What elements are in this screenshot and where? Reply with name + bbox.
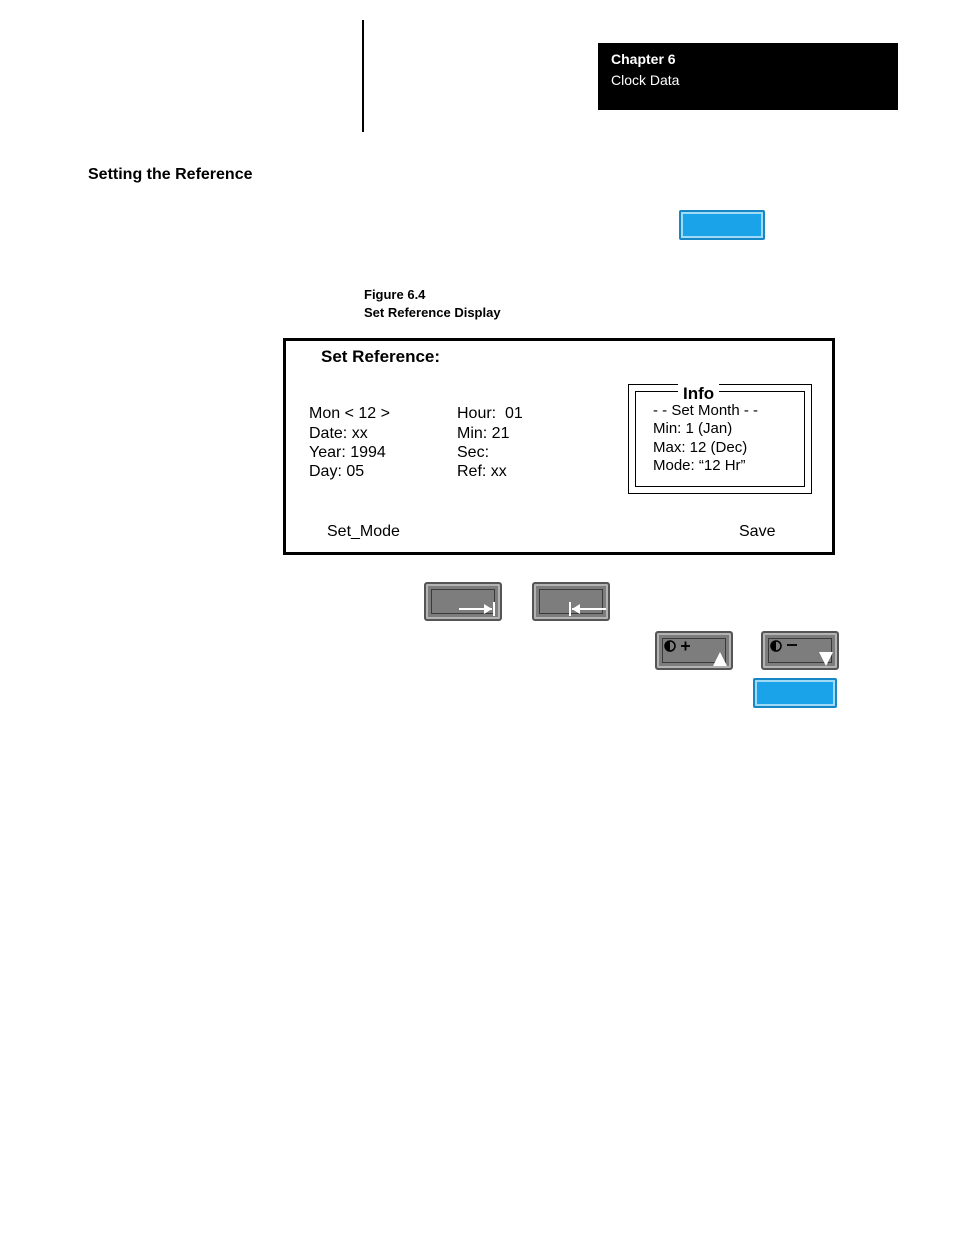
softkey-save[interactable]: Save xyxy=(739,523,776,540)
contrast-plus-up-icon xyxy=(657,633,735,672)
figure-title: Set Reference Display xyxy=(364,305,501,320)
enter-key-button-2[interactable] xyxy=(753,678,837,708)
info-line: Max: 12 (Dec) xyxy=(653,439,748,456)
display-title: Set Reference: xyxy=(321,347,441,366)
month-field: Mon < 12 > xyxy=(309,405,390,422)
date-field: Date: xx xyxy=(309,425,368,442)
tab-right-icon xyxy=(426,584,504,623)
info-line: - - Set Month - - xyxy=(653,402,759,419)
year-field: Year: 1994 xyxy=(309,444,386,461)
set-reference-display xyxy=(283,338,835,555)
chapter-label: Chapter 6 xyxy=(611,51,676,67)
header-divider xyxy=(362,20,364,132)
min-field: Min: 21 xyxy=(457,425,510,442)
info-line: Min: 1 (Jan) xyxy=(653,420,733,437)
tab-left-button[interactable] xyxy=(532,582,610,621)
hour-field: Hour: 01 xyxy=(457,405,523,422)
day-field: Day: 05 xyxy=(309,463,365,480)
info-label: Info xyxy=(678,384,719,404)
ref-field: Ref: xx xyxy=(457,463,507,480)
info-panel-inner xyxy=(635,384,805,487)
section-heading: Setting the Reference xyxy=(88,166,253,183)
info-panel xyxy=(628,384,812,494)
tab-right-button[interactable] xyxy=(424,582,502,621)
softkey-set-mode[interactable]: Set_Mode xyxy=(327,523,400,540)
sec-field: Sec: xyxy=(457,444,490,461)
info-line: Mode: “12 Hr” xyxy=(653,457,746,474)
chapter-tab xyxy=(598,43,898,110)
contrast-up-button[interactable] xyxy=(655,631,733,670)
chapter-title: Clock Data xyxy=(611,72,680,88)
contrast-minus-down-icon xyxy=(763,633,841,672)
tab-left-icon xyxy=(534,584,612,623)
figure-number: Figure 6.4 xyxy=(364,287,426,302)
contrast-down-button[interactable] xyxy=(761,631,839,670)
enter-key-button[interactable] xyxy=(679,210,765,240)
